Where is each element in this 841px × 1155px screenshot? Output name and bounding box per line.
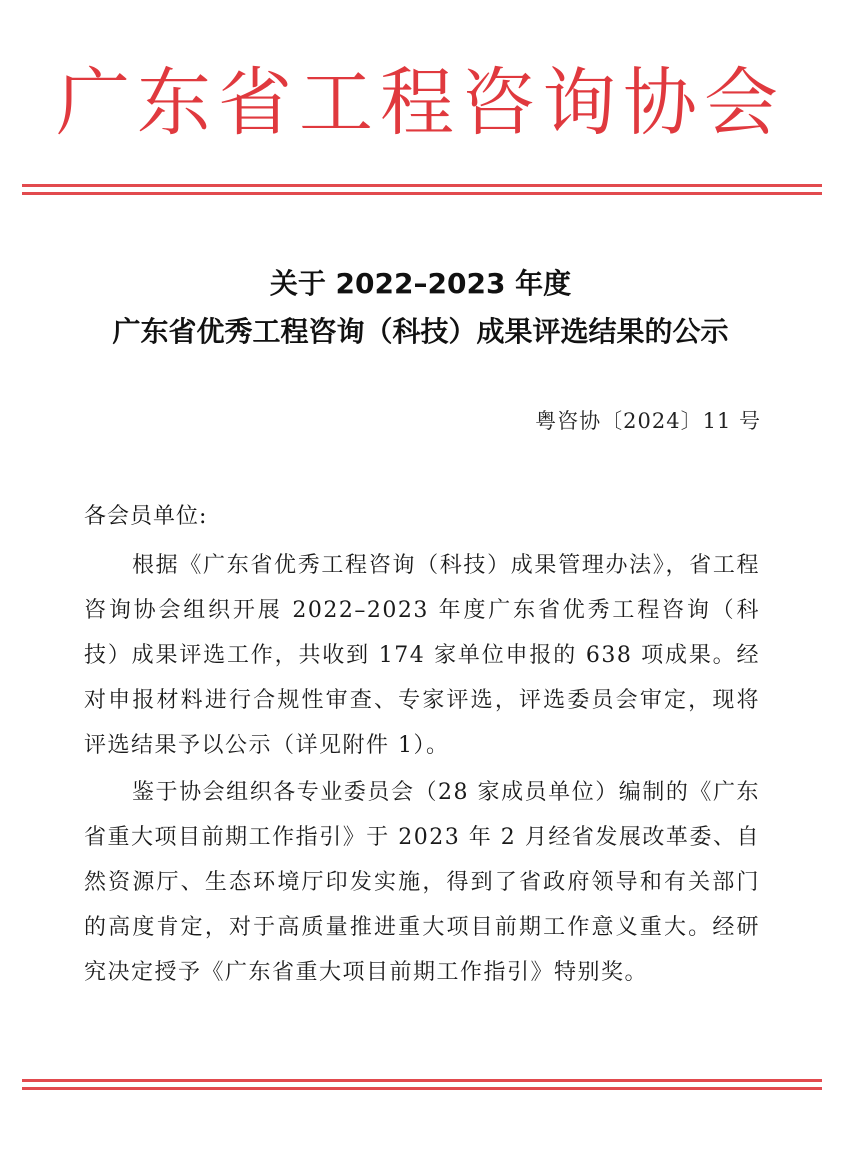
document-title-line-1: 关于 2022–2023 年度	[269, 267, 572, 300]
body-paragraph-2: 鉴于协会组织各专业委员会（28 家成员单位）编制的《广东省重大项目前期工作指引》于 2023 年 2 月经省发展改革委、自然资源厅、生态环境厅印发实施，得到了省政府领导和有关部门的高度肯定，对于高质量推进重大项目前期工作意义重大。经研究决定授予《广东省重大项目前期工作指引》特别奖。	[84, 780, 760, 985]
document-title-line-2: 广东省优秀工程咨询（科技）成果评选结果的公示	[112, 315, 729, 348]
salutation: 各会员单位:	[84, 504, 208, 529]
letterhead-divider-top-secondary	[22, 192, 822, 195]
document-number: 粤咨协〔2024〕11 号	[535, 409, 761, 433]
body-paragraph-1: 根据《广东省优秀工程咨询（科技）成果管理办法》，省工程咨询协会组织开展 2022–2023 年度广东省优秀工程咨询（科技）成果评选工作，共收到 174 家单位申报的 638 项成果。经对申报材料进行合规性审查、专家评选，评选委员会审定，现将评选结果予以公示（详见附件 1）。	[84, 553, 760, 758]
letterhead-divider-top	[22, 184, 822, 187]
footer-divider	[22, 1079, 822, 1082]
footer-divider-secondary	[22, 1087, 822, 1090]
organization-letterhead: 广东省工程咨询协会	[56, 60, 785, 146]
